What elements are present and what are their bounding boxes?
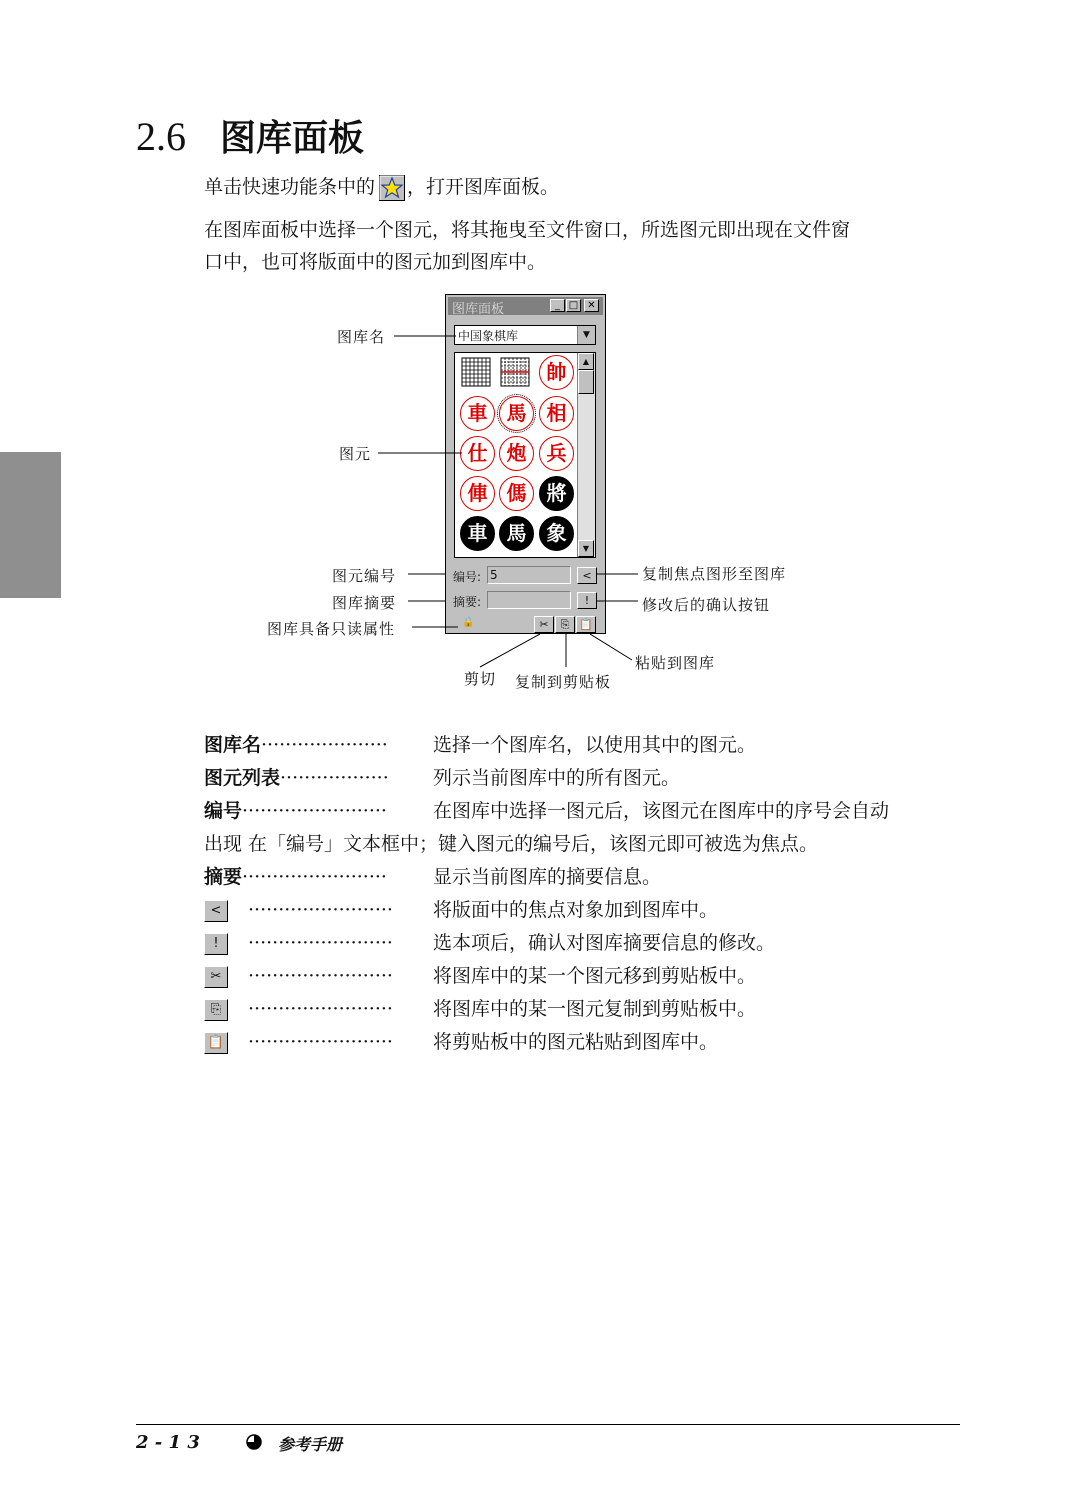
definition-dots: ························	[248, 998, 393, 1020]
add-focus-icon: <	[204, 900, 228, 922]
piece-ju-red[interactable]: 車	[460, 396, 495, 431]
footer-label: 参考手册	[278, 1435, 343, 1454]
definition-item	[204, 795, 984, 828]
piece-ma-black[interactable]: 馬	[499, 516, 534, 551]
definition-desc: 列示当前图库中的所有图元。	[433, 767, 681, 789]
piece-xiang-black[interactable]: 象	[539, 516, 574, 551]
definition-item	[204, 729, 984, 762]
intro-para-2-line-1: 在图库面板中选择一个图元，将其拖曳至文件窗口，所选图元即出现在文件窗	[204, 219, 851, 241]
callout-paste: 粘贴到图库	[635, 654, 716, 672]
piece-ju-black[interactable]: 車	[460, 516, 495, 551]
chevron-down-icon[interactable]: ▼	[577, 326, 595, 344]
intro-text-after: ，打开图库面板。	[407, 176, 560, 198]
intro-para-2-line-2: 口中，也可将版面中的图元加到图库中。	[204, 251, 547, 273]
callout-element: 图元	[339, 445, 372, 463]
piece-pao-red[interactable]: 炮	[499, 436, 534, 471]
piece-bing-red[interactable]: 兵	[539, 436, 574, 471]
definition-item	[204, 861, 984, 894]
callout-copy-focus: 复制焦点图形至图库	[642, 565, 787, 583]
number-label: 编号:	[453, 570, 482, 584]
section-title: 图库面板	[220, 118, 365, 159]
definition-desc: 将图库中的某一图元复制到剪贴板中。	[433, 998, 757, 1020]
definition-item	[204, 1026, 984, 1059]
definition-item	[204, 927, 984, 960]
number-field[interactable]: 5	[487, 566, 571, 584]
callout-readonly: 图库具备只读属性	[267, 620, 396, 638]
scroll-up-icon[interactable]: ▲	[578, 353, 594, 370]
definition-dots: ························	[242, 866, 387, 888]
definition-item	[204, 894, 984, 927]
definition-continuation: 出现 在「编号」文本框中；键入图元的编号后，该图元即可被选为焦点。	[204, 833, 819, 855]
definition-dots: ························	[248, 965, 393, 987]
piece-ma-red-2[interactable]: 傌	[499, 476, 534, 511]
definition-dots: ························	[248, 899, 393, 921]
maximize-button[interactable]: □	[566, 299, 581, 312]
footer-rule	[136, 1424, 960, 1425]
half-circle-icon	[246, 1434, 262, 1450]
copy-button[interactable]: ⎘	[555, 616, 575, 633]
scroll-down-icon[interactable]: ▼	[578, 540, 594, 557]
callout-copy-clipboard: 复制到剪贴板	[515, 673, 612, 691]
definition-dots: ·····················	[261, 734, 388, 756]
close-button[interactable]: ✕	[584, 299, 599, 312]
piece-ju-red-2[interactable]: 俥	[460, 476, 495, 511]
piece-xiang-red[interactable]: 相	[539, 396, 574, 431]
confirm-button[interactable]: !	[577, 592, 597, 609]
definition-item	[204, 960, 984, 993]
definition-term: 图库名	[204, 734, 262, 756]
definition-dots: ························	[242, 800, 387, 822]
definition-desc: 将剪贴板中的图元粘贴到图库中。	[433, 1031, 719, 1053]
callout-library-name: 图库名	[337, 328, 386, 346]
lock-icon: 🔒	[462, 617, 475, 628]
minimize-button[interactable]: _	[550, 299, 565, 312]
definition-desc: 在图库中选择一图元后，该图元在图库中的序号会自动	[433, 800, 890, 822]
definitions-list	[204, 729, 984, 1059]
copy-icon: ⎘	[204, 999, 228, 1021]
piece-jiang-black[interactable]: 將	[539, 476, 574, 511]
definition-desc: 将版面中的焦点对象加到图库中。	[433, 899, 719, 921]
cut-button[interactable]: ✂	[534, 616, 554, 633]
piece-ma-red-selected[interactable]: 馬	[499, 396, 534, 431]
callout-library-summary: 图库摘要	[332, 594, 397, 612]
definition-item	[204, 762, 984, 795]
definition-term: 编号	[204, 800, 243, 822]
panel-title: 图库面板	[452, 302, 505, 317]
paste-icon: 📋	[204, 1032, 228, 1054]
definition-item	[204, 993, 984, 1026]
definition-desc: 显示当前图库的摘要信息。	[433, 866, 662, 888]
footer-page-number: 2 - 1 3	[136, 1432, 200, 1453]
cut-icon: ✂	[204, 966, 228, 988]
paste-button[interactable]: 📋	[576, 616, 596, 633]
callout-confirm: 修改后的确认按钮	[642, 596, 771, 614]
definition-dots: ························	[248, 1031, 393, 1053]
add-focus-button[interactable]: <	[577, 567, 597, 584]
piece-shuai[interactable]: 帥	[539, 355, 574, 390]
definition-desc: 将图库中的某一个图元移到剪贴板中。	[433, 965, 757, 987]
definition-term: 图元列表	[204, 767, 281, 789]
callout-element-number: 图元编号	[332, 567, 397, 585]
intro-text-before: 单击快速功能条中的	[204, 176, 376, 198]
definition-dots: ························	[248, 932, 393, 954]
piece-shi-red[interactable]: 仕	[460, 436, 495, 471]
summary-label: 摘要:	[453, 595, 482, 609]
section-number: 2.6	[136, 114, 186, 159]
definition-desc: 选择一个图库名，以使用其中的图元。	[433, 734, 757, 756]
library-name-value: 中国象棋库	[458, 329, 519, 343]
definition-dots: ··················	[280, 767, 389, 789]
callout-cut: 剪切	[464, 670, 497, 688]
confirm-icon: !	[204, 933, 228, 955]
definition-desc: 选本项后，确认对图库摘要信息的修改。	[433, 932, 776, 954]
definition-term: 摘要	[204, 866, 243, 888]
